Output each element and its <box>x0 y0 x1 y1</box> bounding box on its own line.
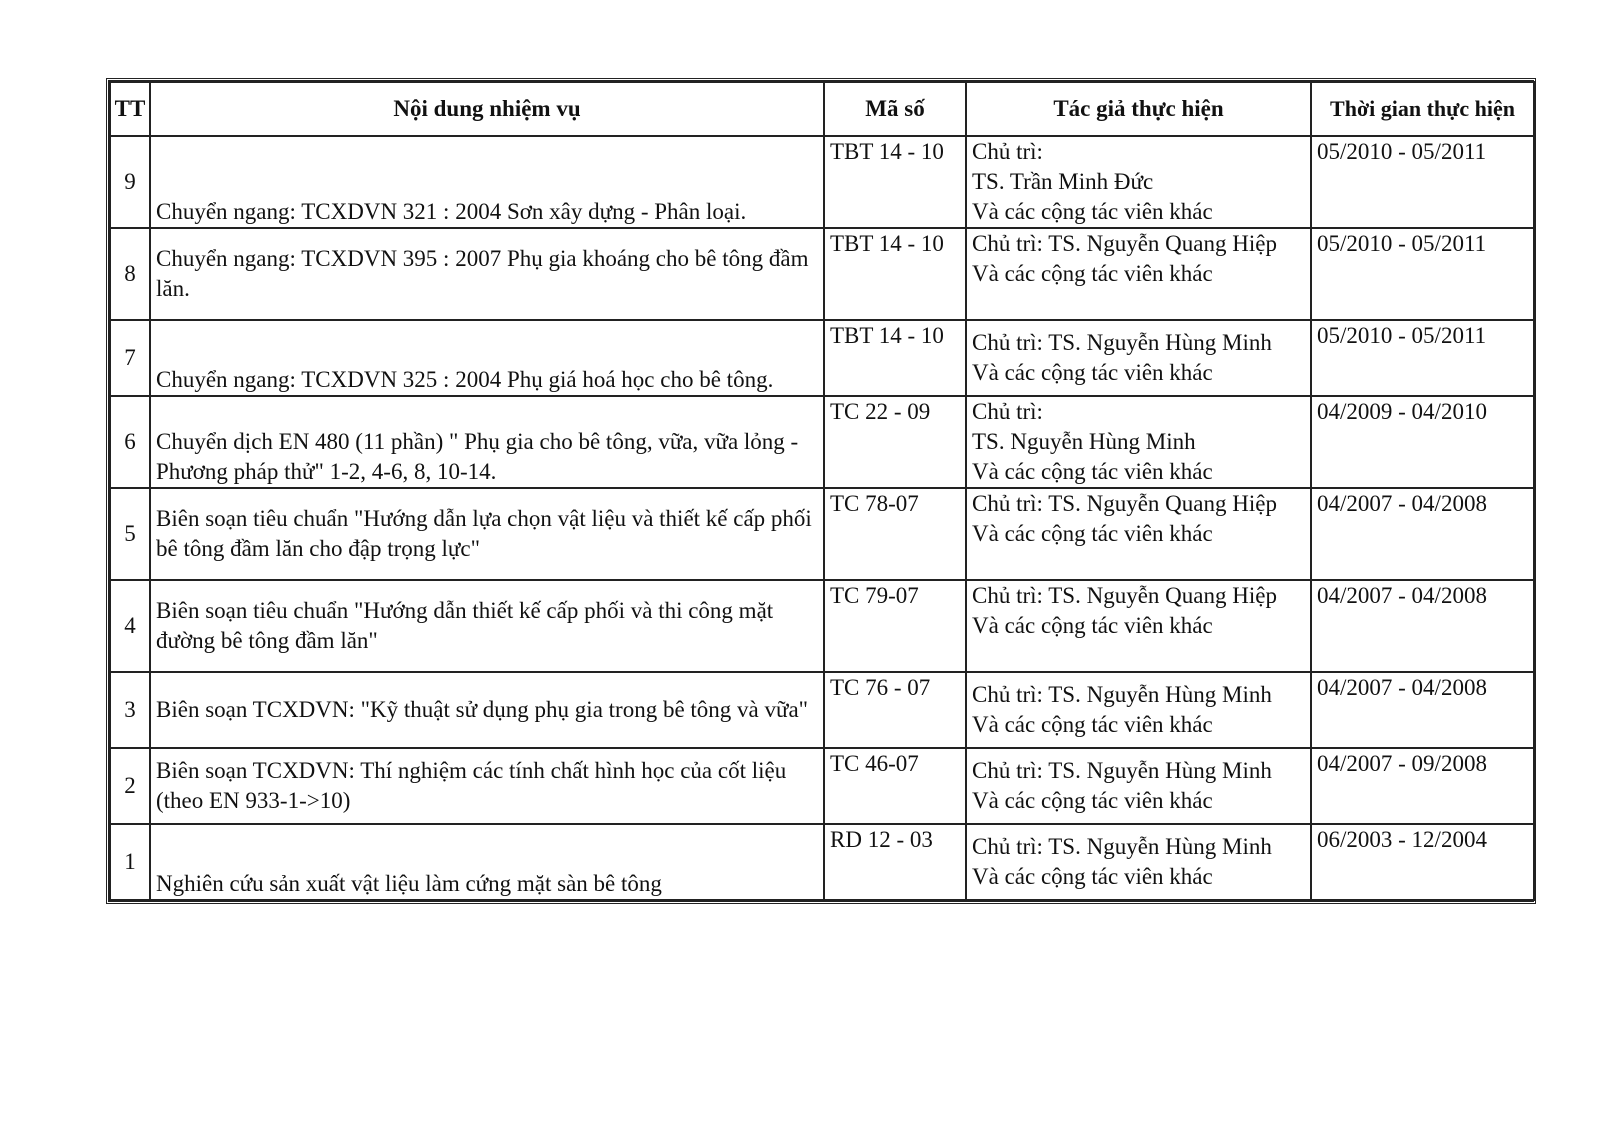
author-line: Chủ trì: <box>972 139 1043 164</box>
table-row <box>110 824 1534 900</box>
table-row <box>110 488 1534 580</box>
task-author <box>966 488 1311 580</box>
table-row <box>110 396 1534 488</box>
task-author <box>966 824 1311 900</box>
header-thoi-gian: Thời gian thực hiện <box>1311 82 1534 136</box>
task-content: Chuyển ngang: TCXDVN 395 : 2007 Phụ gia khoáng cho bê tông đầm lăn. <box>150 228 824 320</box>
row-number: 6 <box>110 396 150 488</box>
task-author <box>966 580 1311 672</box>
row-number: 9 <box>110 136 150 228</box>
task-period: 05/2010 - 05/2011 <box>1311 136 1534 228</box>
row-number: 7 <box>110 320 150 396</box>
header-row <box>110 82 1534 136</box>
author-line: Chủ trì: TS. Nguyễn Hùng Minh <box>972 758 1272 783</box>
author-line: Và các cộng tác viên khác <box>972 521 1213 546</box>
task-code: TC 78-07 <box>824 488 966 580</box>
author-line: Chủ trì: <box>972 399 1043 424</box>
author-line: Chủ trì: TS. Nguyễn Quang Hiệp <box>972 491 1277 516</box>
table-row <box>110 320 1534 396</box>
task-code: RD 12 - 03 <box>824 824 966 900</box>
task-content: Biên soạn TCXDVN: "Kỹ thuật sử dụng phụ gia trong bê tông và vữa" <box>150 672 824 748</box>
task-period: 04/2007 - 04/2008 <box>1311 580 1534 672</box>
task-table-container <box>106 78 1536 904</box>
header-noi-dung: Nội dung nhiệm vụ <box>150 82 824 136</box>
task-period: 06/2003 - 12/2004 <box>1311 824 1534 900</box>
task-author <box>966 396 1311 488</box>
task-period: 05/2010 - 05/2011 <box>1311 320 1534 396</box>
author-line: Và các cộng tác viên khác <box>972 864 1213 889</box>
author-line: Và các cộng tác viên khác <box>972 459 1213 484</box>
row-number: 1 <box>110 824 150 900</box>
table-row <box>110 136 1534 228</box>
task-code: TC 79-07 <box>824 580 966 672</box>
task-table <box>109 81 1535 901</box>
table-row <box>110 228 1534 320</box>
header-ma-so: Mã số <box>824 82 966 136</box>
author-line: Chủ trì: TS. Nguyễn Hùng Minh <box>972 682 1272 707</box>
author-line: TS. Trần Minh Đức <box>972 169 1154 194</box>
task-code: TC 76 - 07 <box>824 672 966 748</box>
author-line: Và các cộng tác viên khác <box>972 199 1213 224</box>
task-author <box>966 136 1311 228</box>
task-period: 04/2007 - 09/2008 <box>1311 748 1534 824</box>
author-line: Và các cộng tác viên khác <box>972 261 1213 286</box>
task-content: Nghiên cứu sản xuất vật liệu làm cứng mặt sàn bê tông <box>150 824 824 900</box>
header-tt: TT <box>110 82 150 136</box>
table-row <box>110 748 1534 824</box>
author-line: Và các cộng tác viên khác <box>972 788 1213 813</box>
row-number: 5 <box>110 488 150 580</box>
task-code: TBT 14 - 10 <box>824 136 966 228</box>
row-number: 2 <box>110 748 150 824</box>
author-line: Và các cộng tác viên khác <box>972 613 1213 638</box>
author-line: Chủ trì: TS. Nguyễn Quang Hiệp <box>972 231 1277 256</box>
task-period: 04/2009 - 04/2010 <box>1311 396 1534 488</box>
task-period: 05/2010 - 05/2011 <box>1311 228 1534 320</box>
task-content: Chuyển ngang: TCXDVN 325 : 2004 Phụ giá hoá học cho bê tông. <box>150 320 824 396</box>
header-tac-gia: Tác giả thực hiện <box>966 82 1311 136</box>
task-period: 04/2007 - 04/2008 <box>1311 672 1534 748</box>
task-content: Biên soạn TCXDVN: Thí nghiệm các tính chất hình học của cốt liệu (theo EN 933-1->10) <box>150 748 824 824</box>
task-author <box>966 320 1311 396</box>
task-author <box>966 228 1311 320</box>
table-row <box>110 672 1534 748</box>
task-content: Biên soạn tiêu chuẩn "Hướng dẫn thiết kế cấp phối và thi công mặt đường bê tông đầm lăn" <box>150 580 824 672</box>
author-line: Chủ trì: TS. Nguyễn Quang Hiệp <box>972 583 1277 608</box>
task-content: Chuyển dịch EN 480 (11 phần) " Phụ gia cho bê tông, vữa, vữa lỏng - Phương pháp thử" 1-2, 4-6, 8, 10-14. <box>150 396 824 488</box>
task-author <box>966 672 1311 748</box>
row-number: 3 <box>110 672 150 748</box>
author-line: Chủ trì: TS. Nguyễn Hùng Minh <box>972 834 1272 859</box>
task-code: TC 46-07 <box>824 748 966 824</box>
table-row <box>110 580 1534 672</box>
task-code: TBT 14 - 10 <box>824 228 966 320</box>
task-period: 04/2007 - 04/2008 <box>1311 488 1534 580</box>
task-code: TC 22 - 09 <box>824 396 966 488</box>
task-code: TBT 14 - 10 <box>824 320 966 396</box>
task-content: Chuyển ngang: TCXDVN 321 : 2004 Sơn xây dựng - Phân loại. <box>150 136 824 228</box>
task-author <box>966 748 1311 824</box>
row-number: 4 <box>110 580 150 672</box>
task-content: Biên soạn tiêu chuẩn "Hướng dẫn lựa chọn vật liệu và thiết kế cấp phối bê tông đầm lăn cho đập trọng lực" <box>150 488 824 580</box>
author-line: Và các cộng tác viên khác <box>972 360 1213 385</box>
author-line: Và các cộng tác viên khác <box>972 712 1213 737</box>
row-number: 8 <box>110 228 150 320</box>
author-line: TS. Nguyễn Hùng Minh <box>972 429 1196 454</box>
author-line: Chủ trì: TS. Nguyễn Hùng Minh <box>972 330 1272 355</box>
